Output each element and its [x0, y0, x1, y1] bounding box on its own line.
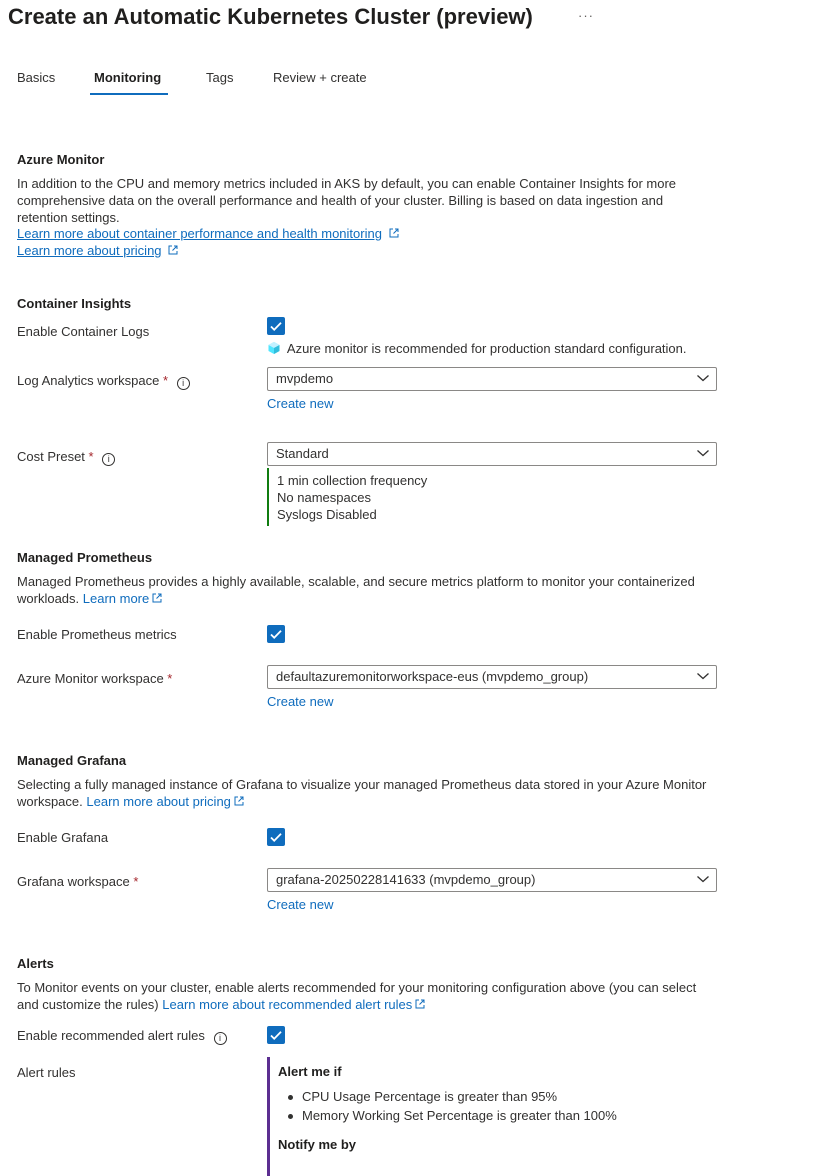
page-title: Create an Automatic Kubernetes Cluster (preview)	[8, 4, 533, 29]
azure-monitor-description: In addition to the CPU and memory metrics included in AKS by default, you can enable Container Insights for more comprehensive data on the overall performance and health of your cluster. Billing is based on data ingestion and retention settings.	[17, 176, 677, 225]
prometheus-learn-more-link[interactable]: Learn more	[82, 591, 150, 606]
chevron-down-icon	[696, 671, 710, 681]
enable-grafana-checkbox[interactable]	[267, 828, 285, 846]
preset-detail-line: 1 min collection frequency	[277, 473, 428, 488]
azure-monitor-workspace-label	[17, 671, 172, 686]
azure-monitor-workspace-label-text: Azure Monitor workspace	[17, 671, 164, 686]
cost-preset-details	[267, 468, 569, 526]
managed-prometheus-description-text: Managed Prometheus provides a highly available, scalable, and secure metrics platform to monitor your containerized workloads.	[17, 574, 695, 606]
notify-me-by-heading: Notify me by	[278, 1137, 357, 1152]
enable-alert-rules-label	[17, 1028, 227, 1045]
enable-container-logs-label: Enable Container Logs	[17, 324, 150, 339]
container-monitoring-link[interactable]	[17, 226, 399, 241]
enable-container-logs-checkbox[interactable]	[267, 317, 285, 335]
info-icon[interactable]: i	[102, 453, 115, 466]
managed-prometheus-heading: Managed Prometheus	[17, 550, 153, 565]
required-marker: *	[167, 671, 173, 686]
cost-preset-label-text: Cost Preset	[17, 449, 85, 464]
cost-preset-label	[17, 449, 115, 466]
alerts-heading: Alerts	[17, 956, 54, 971]
cost-preset-value: Standard	[276, 446, 329, 461]
enable-alert-rules-checkbox[interactable]	[267, 1026, 285, 1044]
info-icon[interactable]: i	[177, 377, 190, 390]
log-analytics-workspace-label	[17, 373, 190, 390]
alerts-description	[17, 979, 717, 1013]
alert-condition-item: Memory Working Set Percentage is greater than 100%	[302, 1108, 617, 1123]
chevron-down-icon	[696, 874, 710, 884]
log-analytics-workspace-dropdown[interactable]	[267, 367, 717, 391]
chevron-down-icon	[696, 373, 710, 383]
external-link-icon	[168, 245, 178, 255]
tab-tags[interactable]: Tags	[206, 70, 234, 85]
enable-alert-rules-label-text: Enable recommended alert rules	[17, 1028, 205, 1043]
enable-prometheus-checkbox[interactable]	[267, 625, 285, 643]
grafana-workspace-value: grafana-20250228141633 (mvpdemo_group)	[276, 872, 536, 887]
grafana-workspace-label	[17, 874, 138, 889]
tab-review-create[interactable]: Review + create	[273, 70, 367, 85]
create-new-monitor-workspace-link[interactable]: Create new	[267, 694, 334, 709]
azure-monitor-heading: Azure Monitor	[17, 152, 105, 167]
recommendation-note	[267, 341, 687, 356]
chevron-down-icon	[696, 448, 710, 458]
enable-prometheus-label: Enable Prometheus metrics	[17, 627, 177, 642]
managed-grafana-description-text: Selecting a fully managed instance of Grafana to visualize your managed Prometheus data stored in your Azure Monitor workspace.	[17, 777, 707, 809]
grafana-workspace-dropdown[interactable]	[267, 868, 717, 892]
preset-detail-line: No namespaces	[277, 490, 371, 505]
create-new-log-analytics-link[interactable]: Create new	[267, 396, 334, 411]
preset-detail-line: Syslogs Disabled	[277, 507, 377, 522]
managed-prometheus-description	[17, 573, 717, 607]
required-marker: *	[133, 874, 139, 889]
grafana-workspace-label-text: Grafana workspace	[17, 874, 130, 889]
azure-monitor-workspace-dropdown[interactable]	[267, 665, 717, 689]
required-marker: *	[162, 373, 169, 388]
alert-rules-label: Alert rules	[17, 1065, 76, 1080]
external-link-icon	[389, 228, 399, 238]
alerts-description-text: To Monitor events on your cluster, enable alerts recommended for your monitoring configuration above (you can select and customize the rules)	[17, 980, 697, 1012]
alert-me-if-heading: Alert me if	[278, 1064, 342, 1079]
container-monitoring-link-text[interactable]: Learn more about container performance and health monitoring	[17, 226, 382, 241]
info-icon[interactable]: i	[214, 1032, 227, 1045]
checkmark-icon	[267, 828, 285, 846]
log-analytics-workspace-label-text: Log Analytics workspace	[17, 373, 160, 388]
recommendation-text: Azure monitor is recommended for production standard configuration.	[286, 341, 687, 356]
cost-preset-dropdown[interactable]	[267, 442, 717, 466]
checkmark-icon	[267, 317, 285, 335]
active-tab-indicator	[90, 93, 168, 95]
enable-grafana-label: Enable Grafana	[17, 830, 109, 845]
pricing-link-text[interactable]: Learn more about pricing	[17, 243, 162, 258]
managed-grafana-description	[17, 776, 717, 810]
grafana-pricing-link[interactable]: Learn more about pricing	[86, 794, 231, 809]
checkmark-icon	[267, 625, 285, 643]
alert-rules-panel	[267, 1057, 730, 1176]
external-link-icon	[415, 999, 425, 1009]
create-new-grafana-link[interactable]: Create new	[267, 897, 334, 912]
azure-monitor-workspace-value: defaultazuremonitorworkspace-eus (mvpdemo_group)	[276, 669, 589, 684]
pricing-link[interactable]	[17, 243, 178, 258]
checkmark-icon	[267, 1026, 285, 1044]
alert-condition-item: CPU Usage Percentage is greater than 95%	[302, 1089, 558, 1104]
required-marker: *	[88, 449, 94, 464]
tab-basics[interactable]: Basics	[17, 70, 56, 85]
cube-icon	[267, 341, 281, 355]
log-analytics-workspace-value: mvpdemo	[276, 371, 334, 386]
container-insights-heading: Container Insights	[17, 296, 132, 311]
alert-rules-learn-more-link[interactable]: Learn more about recommended alert rules	[162, 997, 413, 1012]
external-link-icon	[234, 796, 244, 806]
tab-monitoring[interactable]: Monitoring	[94, 70, 162, 85]
managed-grafana-heading: Managed Grafana	[17, 753, 127, 768]
external-link-icon	[152, 593, 162, 603]
more-options-icon[interactable]: ···	[578, 8, 594, 23]
